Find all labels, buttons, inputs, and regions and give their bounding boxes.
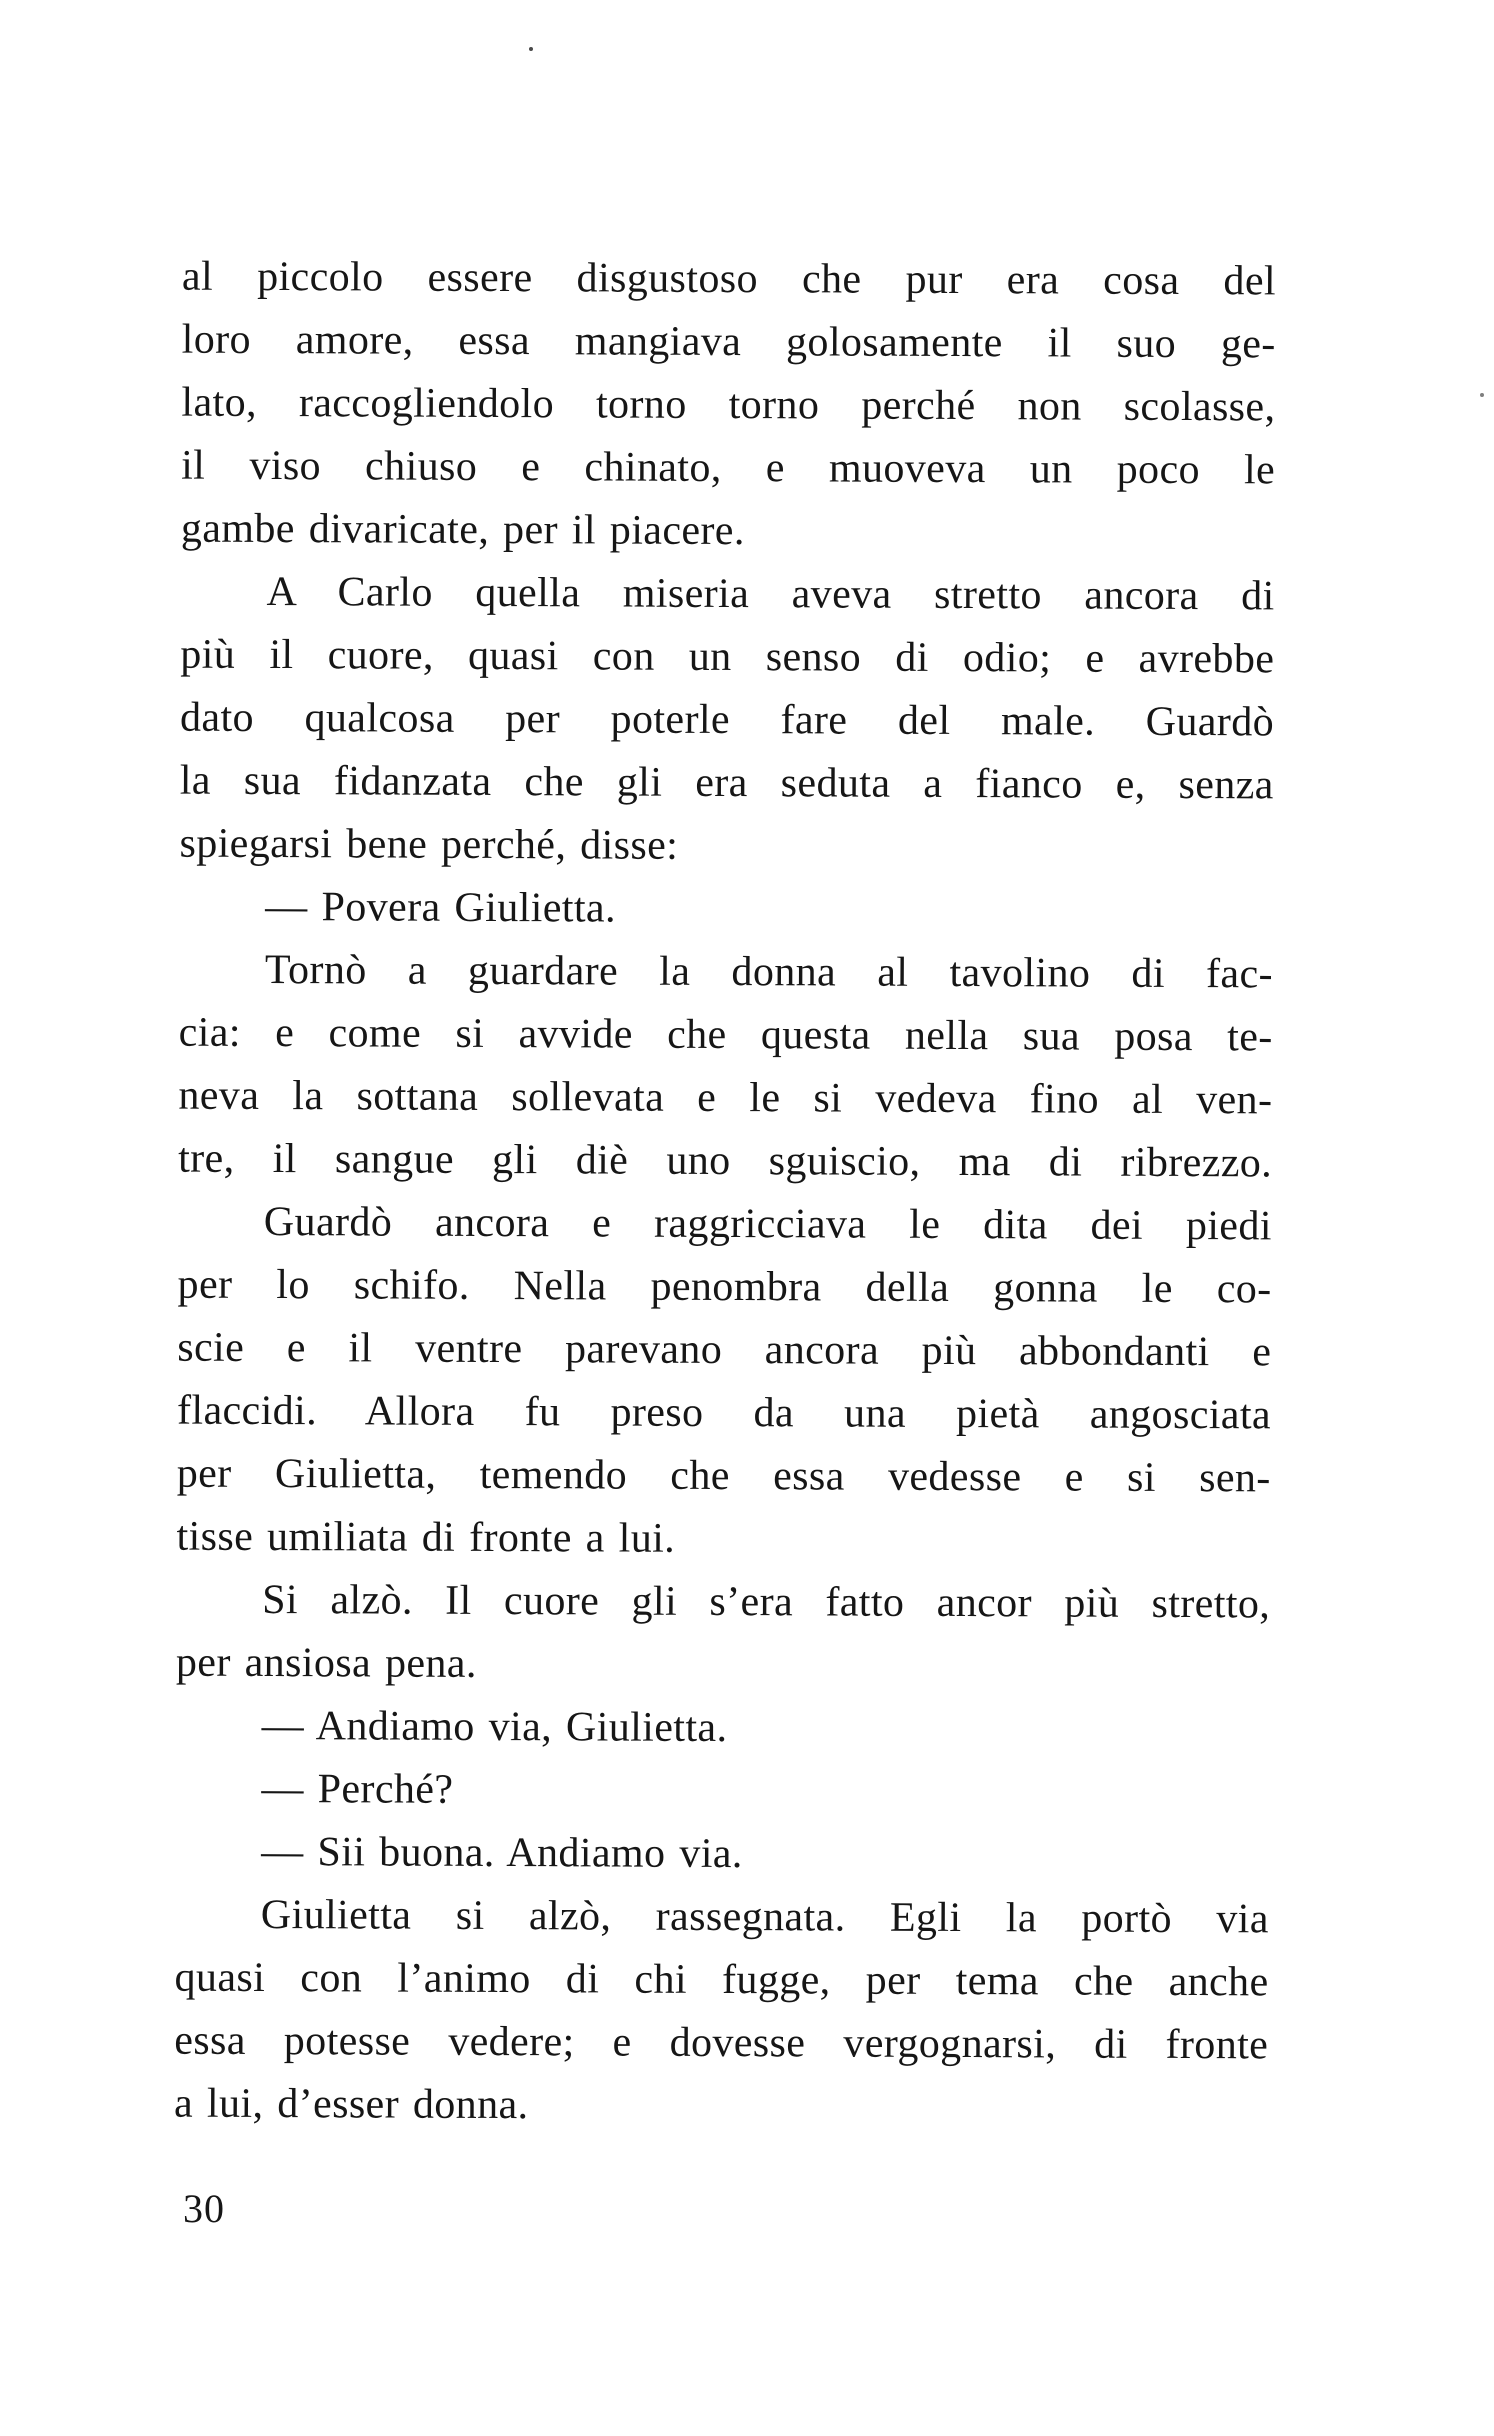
text-line: per ansiosa pena. bbox=[175, 1639, 477, 1687]
text-line: — Perché? bbox=[261, 1765, 454, 1813]
text-line: essa potesse vedere; e dovesse vergognarsi, di fronte bbox=[174, 2017, 1269, 2069]
scan-speck bbox=[1480, 393, 1484, 397]
text-line: il viso chiuso e chinato, e muoveva un poco le bbox=[181, 442, 1276, 494]
text-line: gambe divaricate, per il piacere. bbox=[180, 505, 745, 555]
text-line: neva la sottana sollevata e le si vedeva fino al ven- bbox=[178, 1072, 1273, 1124]
text-line: — Sii buona. Andiamo via. bbox=[261, 1828, 743, 1878]
text-line: per Giulietta, temendo che essa vedesse e si sen- bbox=[176, 1450, 1271, 1502]
text-line: tisse umiliata di fronte a lui. bbox=[176, 1513, 676, 1562]
text-line: scie e il ventre parevano ancora più abbondanti e bbox=[177, 1324, 1272, 1376]
text-line: spiegarsi bene perché, disse: bbox=[179, 820, 679, 869]
scan-speck bbox=[529, 47, 533, 51]
text-line: quasi con l’animo di chi fugge, per tema che anche bbox=[174, 1954, 1269, 2006]
text-line: la sua fidanzata che gli era seduta a fianco e, senza bbox=[179, 757, 1274, 809]
text-line: Giulietta si alzò, rassegnata. Egli la portò via bbox=[260, 1891, 1269, 1943]
text-line: — Povera Giulietta. bbox=[265, 883, 617, 932]
text-line: per lo schifo. Nella penombra della gonna le co- bbox=[177, 1261, 1272, 1313]
text-line: Guardò ancora e raggricciava le dita dei piedi bbox=[263, 1198, 1272, 1250]
text-line: flaccidi. Allora fu preso da una pietà angosciata bbox=[176, 1387, 1272, 1439]
text-line: cia: e come si avvide che questa nella sua posa te- bbox=[178, 1009, 1273, 1061]
text-line: al piccolo essere disgustoso che pur era cosa del bbox=[181, 253, 1277, 305]
text-line: loro amore, essa mangiava golosamente il suo ge- bbox=[181, 316, 1276, 368]
text-line: Si alzò. Il cuore gli s’era fatto ancor più stretto, bbox=[262, 1576, 1271, 1628]
text-line: più il cuore, quasi con un senso di odio; e avrebbe bbox=[180, 631, 1275, 683]
page-number: 30 bbox=[183, 2186, 225, 2231]
text-line: tre, il sangue gli diè uno sguiscio, ma di ribrezzo. bbox=[178, 1135, 1273, 1187]
text-line: a lui, d’esser donna. bbox=[173, 2080, 529, 2129]
text-line: lato, raccogliendolo torno torno perché non scolasse, bbox=[181, 379, 1276, 431]
text-line: Tornò a guardare la donna al tavolino di fac- bbox=[264, 946, 1274, 998]
text-line: dato qualcosa per poterle fare del male. Guardò bbox=[179, 694, 1275, 746]
text-line: — Andiamo via, Giulietta. bbox=[261, 1702, 728, 1752]
text-block bbox=[174, 246, 1276, 2141]
text-line: A Carlo quella miseria aveva stretto ancora di bbox=[266, 568, 1275, 620]
